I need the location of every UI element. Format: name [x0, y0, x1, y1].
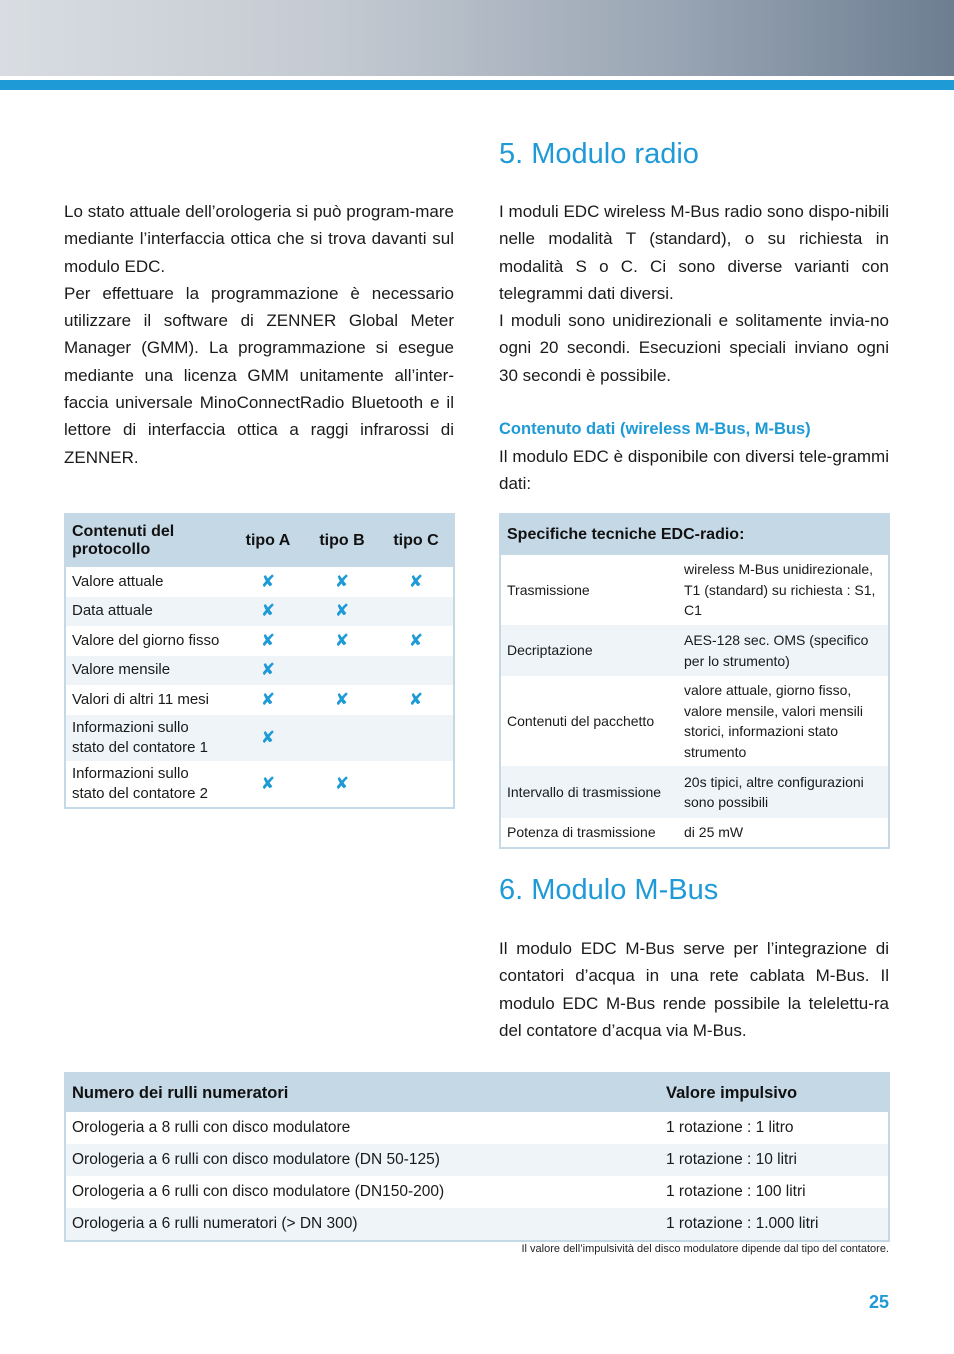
table-row: [501, 625, 888, 676]
row-label: Valore attuale: [66, 567, 231, 597]
roll-value: 1 rotazione : 1 litro: [660, 1112, 888, 1144]
roll-value: 1 rotazione : 10 litri: [660, 1144, 888, 1176]
table-row: [501, 555, 888, 625]
roll-label: Orologeria a 6 rulli numeratori (> DN 300): [66, 1208, 660, 1240]
check-mark-icon: [379, 656, 453, 686]
rolls-header-count: Numero dei rulli numeratori: [66, 1074, 660, 1112]
table-row: [66, 761, 453, 807]
check-mark-icon: ✘: [231, 567, 305, 597]
protocol-header-type-c: tipo C: [379, 515, 453, 567]
spec-value: valore attuale, giorno fisso, valore mensile, valori mensili storici, informazioni stato strumento: [678, 676, 888, 766]
check-mark-icon: ✘: [305, 567, 379, 597]
row-label: Data attuale: [66, 597, 231, 627]
intro-paragraph-2: Per effettuare la programmazione è necessario utilizzare il software di ZENNER Global Meter Manager (GMM). La programmazione si esegue mediante una licenza GMM unitamente all’inter-faccia universale MinoConnectRadio Bluetooth e il lettore di interfaccia ottica a raggi infrarossi di ZENNER.: [64, 283, 454, 467]
check-mark-icon: [379, 597, 453, 627]
section5-subtext: [499, 443, 889, 498]
table-row: [66, 1112, 888, 1144]
check-mark-icon: ✘: [231, 715, 305, 761]
protocol-table: [64, 513, 455, 809]
table-row: [66, 567, 453, 597]
spec-label: Contenuti del pacchetto: [501, 676, 678, 766]
table-row: [66, 656, 453, 686]
spec-value: di 25 mW: [678, 818, 888, 847]
spec-label: Trasmissione: [501, 555, 678, 625]
roll-value: 1 rotazione : 100 litri: [660, 1176, 888, 1208]
check-mark-icon: ✘: [305, 685, 379, 715]
page-number: 25: [868, 1292, 889, 1312]
table-row: [501, 676, 888, 766]
intro-paragraph-1: Lo stato attuale dell’orologeria si può program-mare mediante l’interfaccia ottica che si trova davanti sul modulo EDC.: [64, 202, 454, 276]
intro-text: [64, 198, 454, 471]
check-mark-icon: ✘: [231, 597, 305, 627]
check-mark-icon: [305, 656, 379, 686]
section6-text: [499, 935, 889, 1044]
table-row: [66, 597, 453, 627]
check-mark-icon: [305, 715, 379, 761]
check-mark-icon: ✘: [231, 626, 305, 656]
section6-paragraph: Il modulo EDC M-Bus serve per l’integrazione di contatori d’acqua in una rete cablata M-Bus. Il modulo EDC M-Bus rende possibile la telelettu-ra del contatore d’acqua via M-Bus.: [499, 939, 889, 1040]
spec-value: AES-128 sec. OMS (specifico per lo strumento): [678, 625, 888, 676]
section6-title: 6. Modulo M-Bus: [499, 874, 719, 906]
check-mark-icon: ✘: [231, 685, 305, 715]
table-row: [66, 1208, 888, 1240]
specs-table: [499, 513, 890, 849]
table-row: [66, 1176, 888, 1208]
section5-title: 5. Modulo radio: [499, 138, 699, 170]
table-row: [501, 766, 888, 818]
roll-value: 1 rotazione : 1.000 litri: [660, 1208, 888, 1240]
protocol-header-label: Contenuti del protocollo: [66, 515, 231, 567]
check-mark-icon: ✘: [231, 656, 305, 686]
spec-value: wireless M-Bus unidirezionale, T1 (standard) su richiesta : S1, C1: [678, 555, 888, 625]
footnote: Il valore dell’impulsività del disco modulatore dipende dal tipo del contatore.: [521, 1243, 889, 1255]
table-row: [66, 685, 453, 715]
row-label: Informazioni sullo stato del contatore 2: [66, 761, 231, 807]
check-mark-icon: [379, 761, 453, 807]
section5-paragraph-1: I moduli EDC wireless M-Bus radio sono dispo-nibili nelle modalità T (standard), o su richiesta in modalità S o C. Ci sono diverse varianti con telegrammi dati diversi.: [499, 202, 889, 303]
check-mark-icon: ✘: [305, 597, 379, 627]
table-row: [66, 715, 453, 761]
section5-sub-paragraph: Il modulo EDC è disponibile con diversi tele-grammi dati:: [499, 447, 889, 494]
header-band: [0, 0, 954, 76]
roll-label: Orologeria a 8 rulli con disco modulatore: [66, 1112, 660, 1144]
table-row: [66, 626, 453, 656]
table-row: [66, 1144, 888, 1176]
spec-label: Potenza di trasmissione: [501, 818, 678, 847]
protocol-header-type-a: tipo A: [231, 515, 305, 567]
rolls-table: [64, 1072, 890, 1242]
check-mark-icon: ✘: [231, 761, 305, 807]
roll-label: Orologeria a 6 rulli con disco modulatore (DN150-200): [66, 1176, 660, 1208]
row-label: Valori di altri 11 mesi: [66, 685, 231, 715]
check-mark-icon: ✘: [379, 567, 453, 597]
check-mark-icon: ✘: [379, 685, 453, 715]
table-row: [501, 818, 888, 847]
check-mark-icon: [379, 715, 453, 761]
spec-label: Intervallo di trasmissione: [501, 766, 678, 818]
row-label: Valore mensile: [66, 656, 231, 686]
row-label: Informazioni sullo stato del contatore 1: [66, 715, 231, 761]
row-label: Valore del giorno fisso: [66, 626, 231, 656]
data-content-subheading: Contenuto dati (wireless M-Bus, M-Bus): [499, 420, 811, 438]
spec-value: 20s tipici, altre configurazioni sono possibili: [678, 766, 888, 818]
roll-label: Orologeria a 6 rulli con disco modulatore (DN 50-125): [66, 1144, 660, 1176]
rolls-header-pulse: Valore impulsivo: [660, 1074, 888, 1112]
section5-paragraph-2: I moduli sono unidirezionali e solitamente invia-no ogni 20 secondi. Esecuzioni speciali inviano ogni 30 secondi è possibile.: [499, 311, 889, 385]
check-mark-icon: ✘: [305, 626, 379, 656]
header-accent-line: [0, 80, 954, 90]
protocol-header-type-b: tipo B: [305, 515, 379, 567]
check-mark-icon: ✘: [305, 761, 379, 807]
check-mark-icon: ✘: [379, 626, 453, 656]
spec-label: Decriptazione: [501, 625, 678, 676]
specs-header: Specifiche tecniche EDC-radio:: [501, 515, 888, 555]
section5-text: [499, 198, 889, 389]
